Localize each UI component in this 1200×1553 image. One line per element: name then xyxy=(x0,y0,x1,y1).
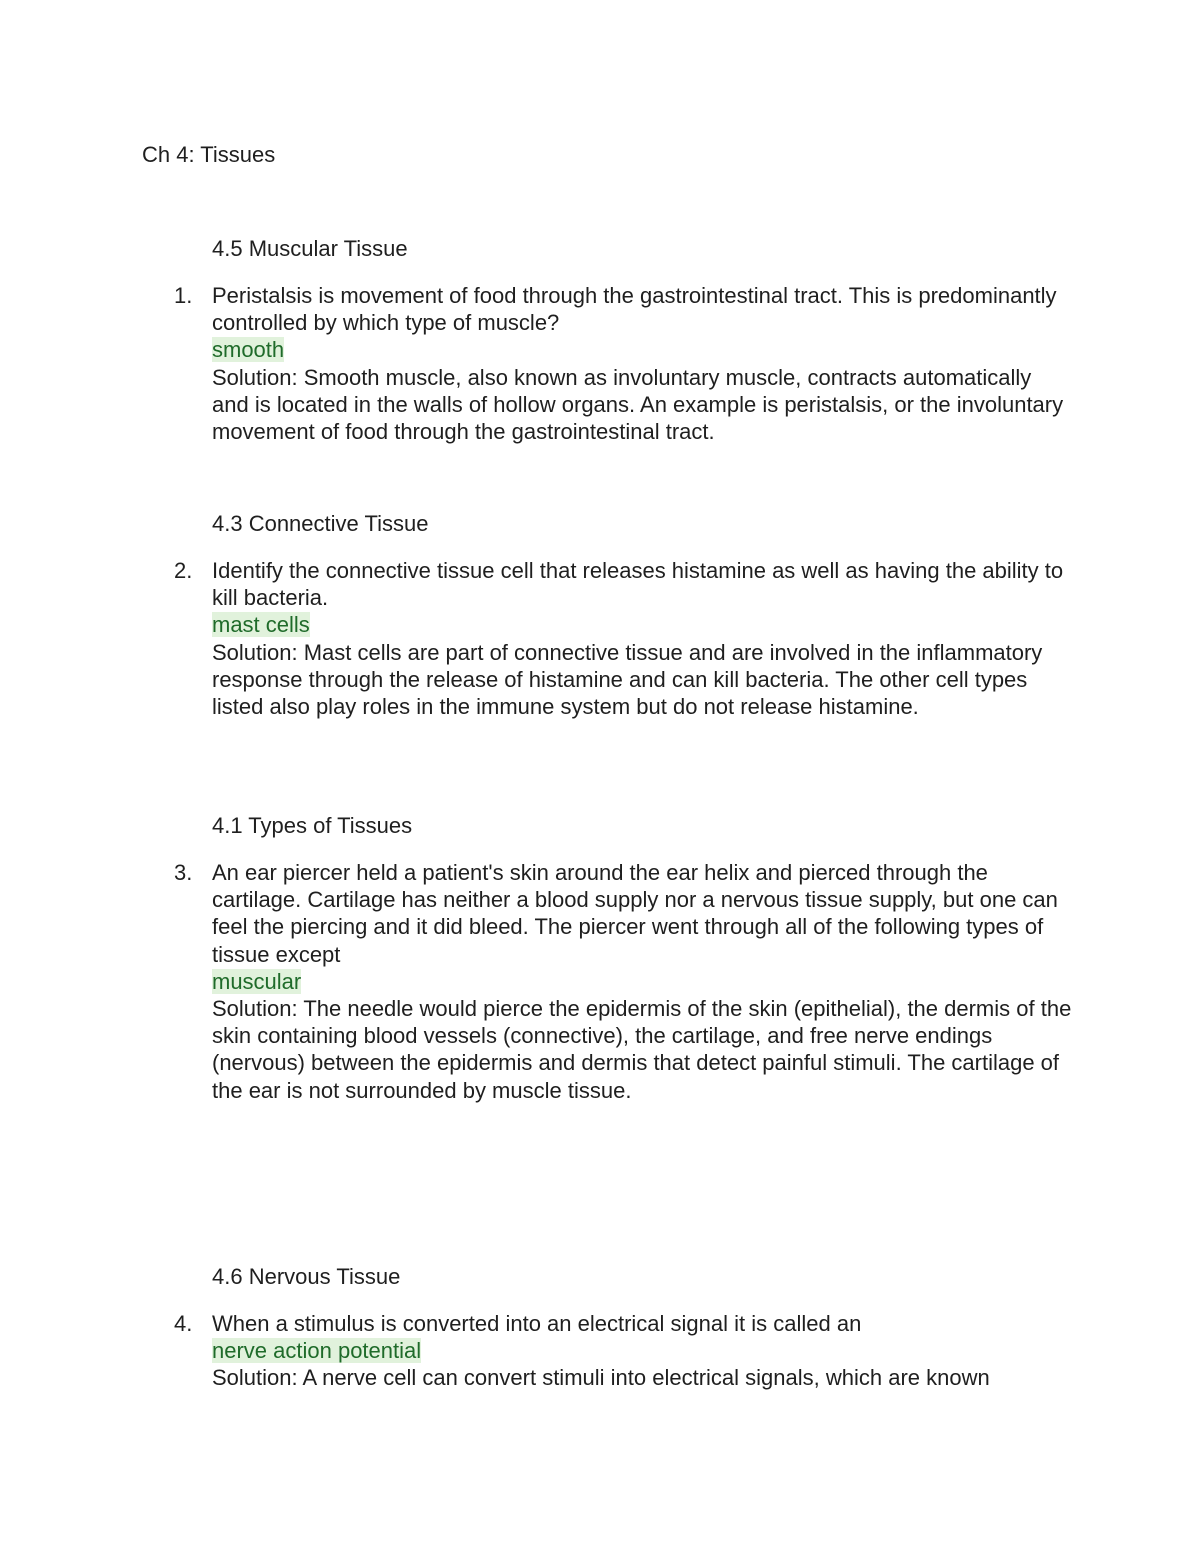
question-number: 2. xyxy=(174,558,193,583)
question-text: When a stimulus is converted into an electrical signal it is called an xyxy=(212,1311,862,1336)
question-number: 4. xyxy=(174,1311,193,1336)
answer-highlight: mast cells xyxy=(212,612,310,638)
section-heading: 4.5 Muscular Tissue xyxy=(212,236,408,261)
solution-text: Solution: Mast cells are part of connective tissue and are involved in the inflammatory response through the release of histamine and can kill bacteria. The other cell types listed also play roles in the immune system but do not release histamine. xyxy=(212,639,1043,720)
question-text: An ear piercer held a patient's skin around the ear helix and pierced through the cartilage. Cartilage has neither a blood supply nor a nervous tissue supply, but one can feel the piercing and it did bleed. The piercer went through all of the following types of tissue except xyxy=(212,860,1058,967)
question-item xyxy=(174,557,1072,720)
question-item xyxy=(174,1310,1072,1392)
solution-text: Solution: A nerve cell can convert stimuli into electrical signals, which are known xyxy=(212,1365,990,1391)
solution-text: Solution: The needle would pierce the epidermis of the skin (epithelial), the dermis of the skin containing blood vessels (connective), the cartilage, and free nerve endings (nervous) between the epidermis and dermis that detect painful stimuli. The cartilage of the ear is not surrounded by muscle tissue. xyxy=(212,996,1072,1103)
question-text: Peristalsis is movement of food through the gastrointestinal tract. This is predominantly controlled by which type of muscle? xyxy=(212,283,1057,336)
solution-text: Solution: Smooth muscle, also known as involuntary muscle, contracts automatically and is located in the walls of hollow organs. An example is peristalsis, or the involuntary movement of food through the gastrointestinal tract. xyxy=(212,364,1064,445)
question-item xyxy=(174,859,1072,1104)
question-item xyxy=(174,282,1072,445)
question-number: 3. xyxy=(174,860,193,885)
answer-highlight: muscular xyxy=(212,968,302,994)
section-heading: 4.6 Nervous Tissue xyxy=(212,1264,401,1289)
answer-highlight: nerve action potential xyxy=(212,1338,422,1364)
answer-highlight: smooth xyxy=(212,337,285,363)
section-heading: 4.1 Types of Tissues xyxy=(212,813,413,838)
question-number: 1. xyxy=(174,283,193,308)
question-text: Identify the connective tissue cell that releases histamine as well as having the ability to kill bacteria. xyxy=(212,558,1064,611)
section-heading: 4.3 Connective Tissue xyxy=(212,511,429,536)
document-title: Ch 4: Tissues xyxy=(142,142,276,167)
